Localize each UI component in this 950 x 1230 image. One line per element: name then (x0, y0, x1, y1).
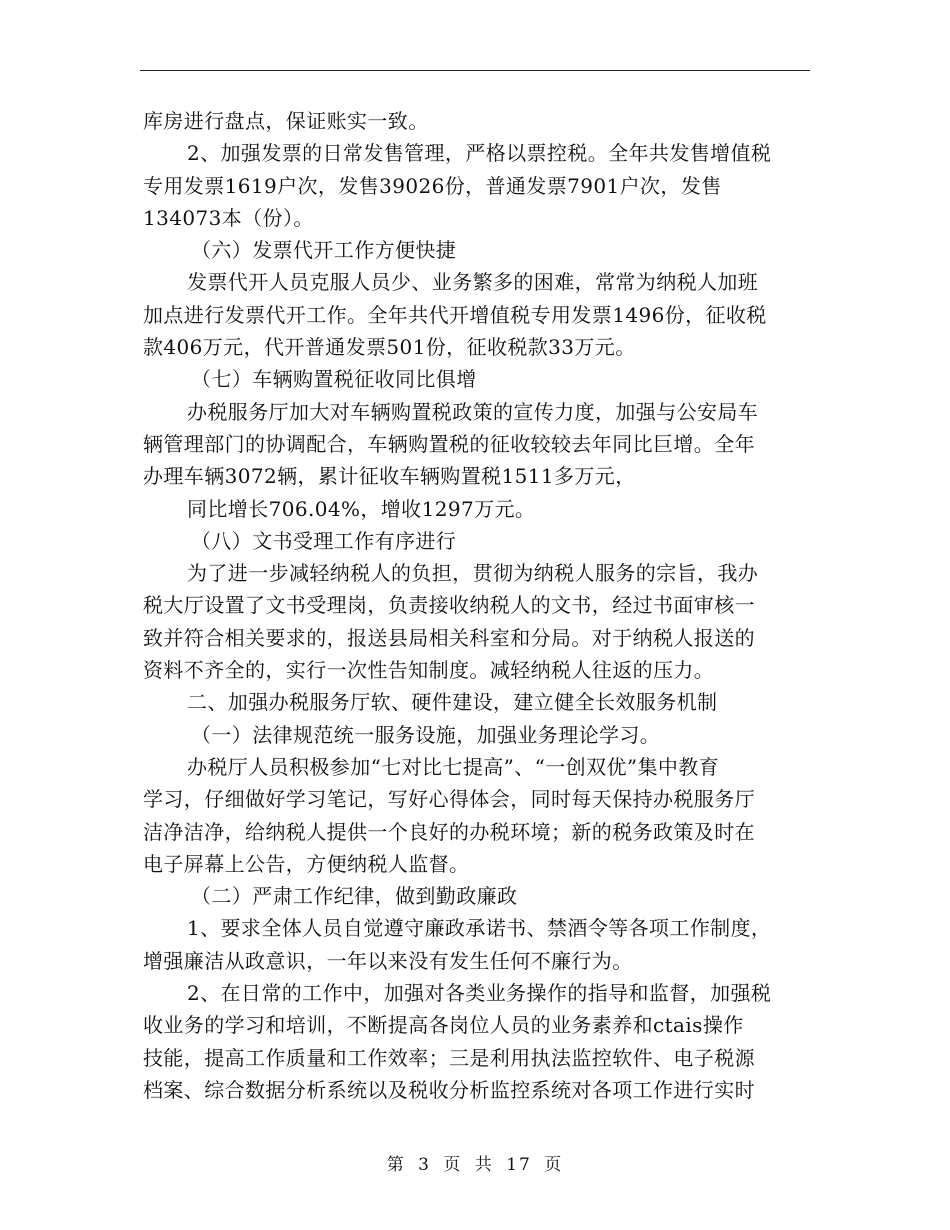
text-line: 收业务的学习和培训，不断提高各岗位人员的业务素养和ctais操作 (143, 1013, 744, 1038)
text-line: 库房进行盘点，保证账实一致。 (143, 109, 429, 133)
text-line: 电子屏幕上公告，方便纳税人监督。 (143, 851, 470, 876)
text-line: 2、在日常的工作中，加强对各类业务操作的指导和监督，加强税 (187, 981, 772, 1006)
text-line: 专用发票1619户次，发售39026份，普通发票7901户次，发售 (143, 173, 722, 198)
chapter-heading: 二、加强办税服务厅软、硬件建设，建立健全长效服务机制 (187, 690, 718, 715)
section-heading: （二）严肃工作纪律，做到勤政廉政 (191, 884, 518, 909)
section-heading: （七）车辆购置税征收同比俱增 (191, 367, 477, 392)
text-line: 学习，仔细做好学习笔记，写好心得体会，同时每天保持办税服务厅 (143, 787, 755, 812)
text-line: 款406万元，代开普通发票501份，征收税款33万元。 (143, 335, 636, 360)
text-line: 资料不齐全的，实行一次性告知制度。减轻纳税人往返的压力。 (143, 658, 715, 683)
text-line: 为了进一步减轻纳税人的负担，贯彻为纳税人服务的宗旨，我办 (187, 561, 759, 586)
text-line: 档案、综合数据分析系统以及税收分析监控系统对各项工作进行实时 (143, 1077, 755, 1102)
section-heading: （八）文书受理工作有序进行 (191, 528, 457, 553)
text-line: 同比增长706.04%，增收1297万元。 (187, 496, 536, 521)
text-line: 增强廉洁从政意识，一年以来没有发生任何不廉行为。 (143, 948, 633, 973)
text-line: 2、加强发票的日常发售管理，严格以票控税。全年共发售增值税 (187, 141, 772, 166)
text-line: 办理车辆3072辆，累计征收车辆购置税1511多万元， (143, 464, 636, 489)
page-footer: 第 3 页 共 17 页 (386, 1155, 564, 1175)
text-line: 税大厅设置了文书受理岗，负责接收纳税人的文书，经过书面审核一 (143, 593, 755, 618)
text-line: 发票代开人员克服人员少、业务繁多的困难，常常为纳税人加班 (187, 270, 759, 295)
text-line: 洁净洁净，给纳税人提供一个良好的办税环境；新的税务政策及时在 (143, 819, 755, 844)
text-line: 致并符合相关要求的，报送县局相关科室和分局。对于纳税人报送的 (143, 625, 755, 650)
header-rule (140, 70, 810, 71)
text-line: 技能，提高工作质量和工作效率；三是利用执法监控软件、电子税源 (143, 1045, 755, 1070)
text-line: 1、要求全体人员自觉遵守廉政承诺书、禁酒令等各项工作制度， (187, 916, 772, 941)
text-line: 加点进行发票代开工作。全年共代开增值税专用发票1496份，征收税 (143, 302, 767, 327)
section-heading: （六）发票代开工作方便快捷 (191, 238, 457, 263)
text-line: 办税厅人员积极参加“七对比七提高”、“一创双优”集中教育 (187, 754, 720, 779)
body-text (143, 105, 809, 1106)
text-line: 辆管理部门的协调配合，车辆购置税的征收较较去年同比巨增。全年 (143, 431, 755, 456)
text-line: 办税服务厅加大对车辆购置税政策的宣传力度，加强与公安局车 (187, 399, 759, 424)
text-line: 134073本（份）。 (143, 205, 314, 230)
section-heading: （一）法律规范统一服务设施，加强业务理论学习。 (191, 722, 661, 747)
